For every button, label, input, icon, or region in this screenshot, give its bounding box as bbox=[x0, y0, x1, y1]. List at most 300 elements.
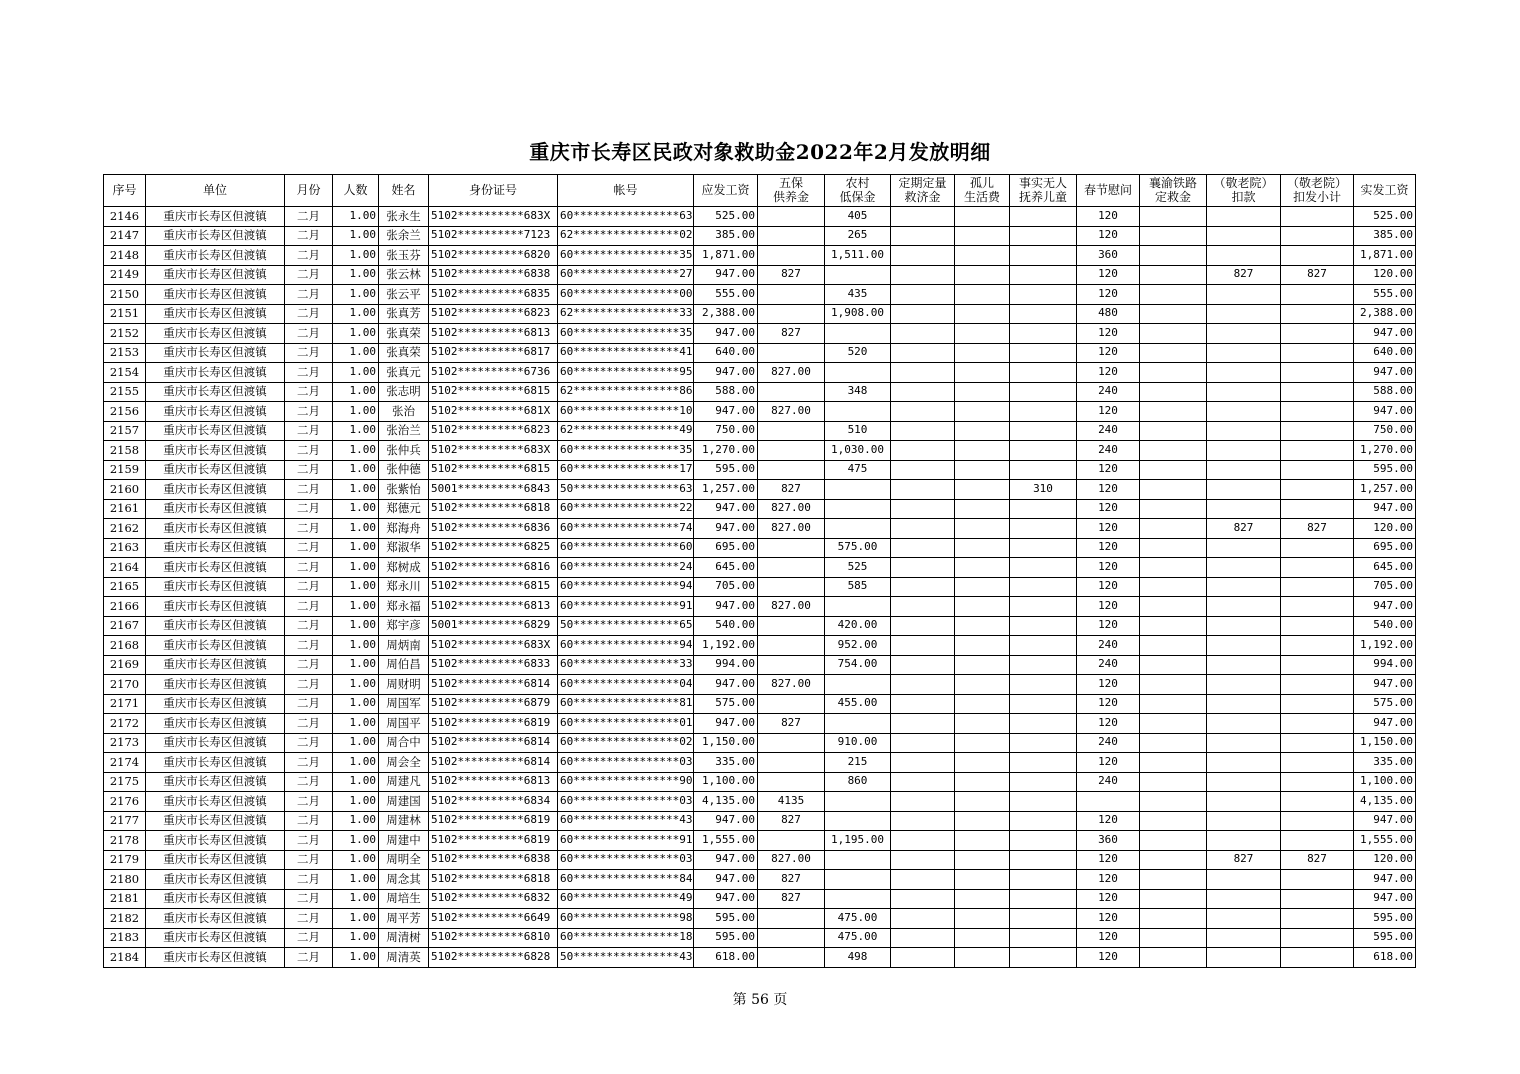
col-month-cell: 二月 bbox=[285, 792, 333, 812]
col-id-number-cell: 5102**********6836 bbox=[429, 519, 558, 539]
col-nursing-home-deduction-cell bbox=[1207, 460, 1281, 480]
col-orphan-living-cell bbox=[955, 577, 1010, 597]
col-unit-cell: 重庆市长寿区但渡镇 bbox=[146, 948, 285, 968]
col-name-cell: 周合中 bbox=[379, 733, 429, 753]
col-net-pay-cell: 540.00 bbox=[1354, 616, 1416, 636]
col-nursing-home-deduction-cell bbox=[1207, 870, 1281, 890]
col-rural-minimum-cell bbox=[825, 870, 891, 890]
col-unit-cell: 重庆市长寿区但渡镇 bbox=[146, 694, 285, 714]
col-name-cell: 张余兰 bbox=[379, 226, 429, 246]
col-spring-festival-cell: 120 bbox=[1077, 889, 1140, 909]
col-rural-minimum-cell bbox=[825, 480, 891, 500]
table-row bbox=[104, 499, 1416, 519]
col-account-cell: 62****************49 bbox=[558, 421, 694, 441]
col-rural-minimum-cell: 455.00 bbox=[825, 694, 891, 714]
col-account-cell: 60****************24 bbox=[558, 558, 694, 578]
col-count-cell: 1.00 bbox=[333, 733, 379, 753]
col-orphan-living-cell bbox=[955, 889, 1010, 909]
col-five-guarantee-cell: 827.00 bbox=[758, 675, 825, 695]
col-count-cell: 1.00 bbox=[333, 636, 379, 656]
col-five-guarantee-cell: 827.00 bbox=[758, 519, 825, 539]
col-name-cell: 周伯昌 bbox=[379, 655, 429, 675]
col-five-guarantee-cell bbox=[758, 909, 825, 929]
col-spring-festival-cell: 240 bbox=[1077, 636, 1140, 656]
col-unit-cell: 重庆市长寿区但渡镇 bbox=[146, 246, 285, 266]
col-payable-cell: 947.00 bbox=[694, 889, 758, 909]
col-de-facto-child-cell bbox=[1010, 772, 1077, 792]
col-nursing-home-subtotal-cell bbox=[1281, 421, 1354, 441]
col-month-cell: 二月 bbox=[285, 889, 333, 909]
col-name-cell: 张真荣 bbox=[379, 343, 429, 363]
col-seq-cell: 2177 bbox=[104, 811, 146, 831]
col-net-pay-cell: 555.00 bbox=[1354, 285, 1416, 305]
col-de-facto-child-cell bbox=[1010, 499, 1077, 519]
col-payable-cell: 555.00 bbox=[694, 285, 758, 305]
col-unit-cell: 重庆市长寿区但渡镇 bbox=[146, 558, 285, 578]
col-nursing-home-deduction-cell bbox=[1207, 382, 1281, 402]
table-row bbox=[104, 655, 1416, 675]
col-spring-festival-cell: 120 bbox=[1077, 558, 1140, 578]
col-month-cell: 二月 bbox=[285, 343, 333, 363]
col-id-number-cell: 5102**********6813 bbox=[429, 597, 558, 617]
col-nursing-home-deduction-cell bbox=[1207, 714, 1281, 734]
col-nursing-home-subtotal-cell bbox=[1281, 402, 1354, 422]
col-fixed-relief-cell bbox=[891, 792, 955, 812]
col-month-cell: 二月 bbox=[285, 811, 333, 831]
col-unit-cell: 重庆市长寿区但渡镇 bbox=[146, 577, 285, 597]
col-railway-relief-cell bbox=[1140, 909, 1207, 929]
col-seq-cell: 2160 bbox=[104, 480, 146, 500]
col-account-cell: 60****************18 bbox=[558, 928, 694, 948]
col-id-number-cell: 5102**********6819 bbox=[429, 714, 558, 734]
col-nursing-home-subtotal-cell bbox=[1281, 811, 1354, 831]
col-nursing-home-deduction-cell: 827 bbox=[1207, 850, 1281, 870]
col-count-cell: 1.00 bbox=[333, 558, 379, 578]
col-fixed-relief-cell bbox=[891, 460, 955, 480]
col-net-pay-cell: 1,100.00 bbox=[1354, 772, 1416, 792]
col-seq-cell: 2172 bbox=[104, 714, 146, 734]
col-seq-cell: 2173 bbox=[104, 733, 146, 753]
col-payable-cell: 595.00 bbox=[694, 928, 758, 948]
col-rural-minimum-cell: 215 bbox=[825, 753, 891, 773]
col-net-pay-cell: 1,871.00 bbox=[1354, 246, 1416, 266]
col-seq-cell: 2147 bbox=[104, 226, 146, 246]
col-nursing-home-subtotal-cell bbox=[1281, 460, 1354, 480]
col-account-cell: 60****************43 bbox=[558, 811, 694, 831]
col-de-facto-child-cell bbox=[1010, 324, 1077, 344]
col-nursing-home-deduction-cell bbox=[1207, 636, 1281, 656]
col-id-number-cell: 5102**********6879 bbox=[429, 694, 558, 714]
col-account-cell: 60****************90 bbox=[558, 772, 694, 792]
col-seq-cell: 2179 bbox=[104, 850, 146, 870]
col-rural-minimum-cell: 520 bbox=[825, 343, 891, 363]
col-de-facto-child-header: 事实无人 抚养儿童 bbox=[1010, 175, 1077, 207]
col-id-number-cell: 5102**********6820 bbox=[429, 246, 558, 266]
col-de-facto-child-cell bbox=[1010, 304, 1077, 324]
col-payable-cell: 4,135.00 bbox=[694, 792, 758, 812]
col-nursing-home-deduction-cell bbox=[1207, 616, 1281, 636]
col-seq-cell: 2181 bbox=[104, 889, 146, 909]
col-unit-cell: 重庆市长寿区但渡镇 bbox=[146, 304, 285, 324]
col-de-facto-child-cell bbox=[1010, 909, 1077, 929]
col-name-cell: 周建凡 bbox=[379, 772, 429, 792]
col-spring-festival-cell: 120 bbox=[1077, 694, 1140, 714]
col-nursing-home-deduction-cell bbox=[1207, 246, 1281, 266]
col-de-facto-child-cell bbox=[1010, 753, 1077, 773]
table-row bbox=[104, 207, 1416, 227]
col-name-cell: 张云林 bbox=[379, 265, 429, 285]
col-rural-minimum-cell: 475.00 bbox=[825, 909, 891, 929]
col-payable-cell: 695.00 bbox=[694, 538, 758, 558]
col-seq-cell: 2184 bbox=[104, 948, 146, 968]
col-railway-relief-cell bbox=[1140, 226, 1207, 246]
col-nursing-home-subtotal-cell bbox=[1281, 499, 1354, 519]
col-railway-relief-cell bbox=[1140, 363, 1207, 383]
col-count-cell: 1.00 bbox=[333, 382, 379, 402]
col-unit-cell: 重庆市长寿区但渡镇 bbox=[146, 382, 285, 402]
col-de-facto-child-cell bbox=[1010, 792, 1077, 812]
col-count-cell: 1.00 bbox=[333, 246, 379, 266]
col-fixed-relief-cell bbox=[891, 850, 955, 870]
col-id-number-cell: 5102**********6817 bbox=[429, 343, 558, 363]
col-nursing-home-deduction-cell bbox=[1207, 831, 1281, 851]
col-payable-cell: 947.00 bbox=[694, 402, 758, 422]
col-spring-festival-cell: 120 bbox=[1077, 909, 1140, 929]
col-orphan-living-cell bbox=[955, 460, 1010, 480]
col-account-cell: 60****************94 bbox=[558, 577, 694, 597]
col-spring-festival-cell: 120 bbox=[1077, 285, 1140, 305]
col-month-cell: 二月 bbox=[285, 285, 333, 305]
col-unit-cell: 重庆市长寿区但渡镇 bbox=[146, 655, 285, 675]
col-spring-festival-cell: 120 bbox=[1077, 850, 1140, 870]
col-five-guarantee-cell bbox=[758, 948, 825, 968]
col-five-guarantee-cell bbox=[758, 577, 825, 597]
col-net-pay-cell: 1,555.00 bbox=[1354, 831, 1416, 851]
col-railway-relief-cell bbox=[1140, 382, 1207, 402]
col-count-cell: 1.00 bbox=[333, 753, 379, 773]
col-account-cell: 60****************35 bbox=[558, 246, 694, 266]
col-nursing-home-deduction-cell bbox=[1207, 441, 1281, 461]
col-account-cell: 62****************02 bbox=[558, 226, 694, 246]
col-nursing-home-deduction-cell bbox=[1207, 207, 1281, 227]
col-spring-festival-cell: 120 bbox=[1077, 714, 1140, 734]
col-payable-cell: 618.00 bbox=[694, 948, 758, 968]
col-month-cell: 二月 bbox=[285, 753, 333, 773]
col-name-cell: 张真芳 bbox=[379, 304, 429, 324]
col-id-number-cell: 5102**********6819 bbox=[429, 831, 558, 851]
col-payable-cell: 947.00 bbox=[694, 597, 758, 617]
col-railway-relief-cell bbox=[1140, 870, 1207, 890]
col-id-number-cell: 5102**********6825 bbox=[429, 538, 558, 558]
col-five-guarantee-cell: 4135 bbox=[758, 792, 825, 812]
col-fixed-relief-cell bbox=[891, 928, 955, 948]
col-nursing-home-deduction-cell bbox=[1207, 753, 1281, 773]
col-payable-cell: 1,871.00 bbox=[694, 246, 758, 266]
col-five-guarantee-cell: 827.00 bbox=[758, 402, 825, 422]
col-five-guarantee-cell bbox=[758, 831, 825, 851]
col-count-cell: 1.00 bbox=[333, 831, 379, 851]
col-rural-minimum-cell: 910.00 bbox=[825, 733, 891, 753]
col-nursing-home-subtotal-cell bbox=[1281, 343, 1354, 363]
col-unit-cell: 重庆市长寿区但渡镇 bbox=[146, 226, 285, 246]
col-payable-cell: 947.00 bbox=[694, 519, 758, 539]
col-account-cell: 60****************02 bbox=[558, 733, 694, 753]
col-railway-relief-cell bbox=[1140, 246, 1207, 266]
col-nursing-home-deduction-cell bbox=[1207, 694, 1281, 714]
col-nursing-home-subtotal-cell: 827 bbox=[1281, 850, 1354, 870]
col-spring-festival-cell: 480 bbox=[1077, 304, 1140, 324]
col-name-cell: 郑淑华 bbox=[379, 538, 429, 558]
col-nursing-home-subtotal-cell bbox=[1281, 246, 1354, 266]
col-nursing-home-subtotal-cell bbox=[1281, 733, 1354, 753]
col-unit-cell: 重庆市长寿区但渡镇 bbox=[146, 207, 285, 227]
col-spring-festival-cell: 120 bbox=[1077, 948, 1140, 968]
col-month-cell: 二月 bbox=[285, 499, 333, 519]
col-fixed-relief-cell bbox=[891, 948, 955, 968]
col-fixed-relief-cell bbox=[891, 733, 955, 753]
table-row bbox=[104, 792, 1416, 812]
col-name-cell: 周炳南 bbox=[379, 636, 429, 656]
col-de-facto-child-cell bbox=[1010, 343, 1077, 363]
col-net-pay-cell: 618.00 bbox=[1354, 948, 1416, 968]
col-count-cell: 1.00 bbox=[333, 694, 379, 714]
table-row bbox=[104, 246, 1416, 266]
col-id-number-cell: 5102**********683X bbox=[429, 207, 558, 227]
col-seq-cell: 2170 bbox=[104, 675, 146, 695]
col-orphan-living-cell bbox=[955, 909, 1010, 929]
col-railway-relief-header: 襄渝铁路 定救金 bbox=[1140, 175, 1207, 207]
col-count-cell: 1.00 bbox=[333, 304, 379, 324]
col-rural-minimum-cell: 1,030.00 bbox=[825, 441, 891, 461]
col-count-cell: 1.00 bbox=[333, 343, 379, 363]
col-id-number-cell: 5102**********6813 bbox=[429, 772, 558, 792]
col-month-cell: 二月 bbox=[285, 577, 333, 597]
col-orphan-living-cell bbox=[955, 597, 1010, 617]
col-fixed-relief-cell bbox=[891, 226, 955, 246]
col-seq-cell: 2182 bbox=[104, 909, 146, 929]
col-account-cell: 60****************10 bbox=[558, 402, 694, 422]
col-five-guarantee-cell bbox=[758, 421, 825, 441]
col-seq-cell: 2153 bbox=[104, 343, 146, 363]
col-railway-relief-cell bbox=[1140, 538, 1207, 558]
col-five-guarantee-cell bbox=[758, 753, 825, 773]
col-spring-festival-cell: 360 bbox=[1077, 246, 1140, 266]
col-fixed-relief-header: 定期定量 救济金 bbox=[891, 175, 955, 207]
col-railway-relief-cell bbox=[1140, 519, 1207, 539]
col-fixed-relief-cell bbox=[891, 811, 955, 831]
col-orphan-living-cell bbox=[955, 265, 1010, 285]
col-unit-cell: 重庆市长寿区但渡镇 bbox=[146, 343, 285, 363]
col-nursing-home-subtotal-cell bbox=[1281, 636, 1354, 656]
col-nursing-home-deduction-cell bbox=[1207, 811, 1281, 831]
col-account-cell: 60****************27 bbox=[558, 265, 694, 285]
table-row bbox=[104, 889, 1416, 909]
col-month-cell: 二月 bbox=[285, 948, 333, 968]
col-nursing-home-deduction-cell: 827 bbox=[1207, 265, 1281, 285]
col-seq-cell: 2157 bbox=[104, 421, 146, 441]
col-seq-cell: 2166 bbox=[104, 597, 146, 617]
table-row bbox=[104, 850, 1416, 870]
col-month-cell: 二月 bbox=[285, 402, 333, 422]
col-seq-cell: 2159 bbox=[104, 460, 146, 480]
col-id-number-cell: 5102**********6823 bbox=[429, 304, 558, 324]
col-de-facto-child-cell bbox=[1010, 928, 1077, 948]
col-count-cell: 1.00 bbox=[333, 655, 379, 675]
col-nursing-home-deduction-cell bbox=[1207, 480, 1281, 500]
col-id-number-cell: 5102**********6814 bbox=[429, 675, 558, 695]
col-account-cell: 60****************03 bbox=[558, 850, 694, 870]
col-five-guarantee-cell: 827 bbox=[758, 324, 825, 344]
col-nursing-home-subtotal-cell bbox=[1281, 675, 1354, 695]
col-account-cell: 60****************03 bbox=[558, 753, 694, 773]
col-nursing-home-subtotal-cell bbox=[1281, 831, 1354, 851]
col-de-facto-child-cell bbox=[1010, 460, 1077, 480]
col-name-cell: 张云平 bbox=[379, 285, 429, 305]
col-orphan-living-cell bbox=[955, 480, 1010, 500]
col-fixed-relief-cell bbox=[891, 343, 955, 363]
col-month-cell: 二月 bbox=[285, 870, 333, 890]
col-nursing-home-subtotal-cell bbox=[1281, 616, 1354, 636]
col-de-facto-child-cell bbox=[1010, 246, 1077, 266]
col-orphan-living-cell bbox=[955, 285, 1010, 305]
col-railway-relief-cell bbox=[1140, 850, 1207, 870]
col-de-facto-child-cell: 310 bbox=[1010, 480, 1077, 500]
col-fixed-relief-cell bbox=[891, 538, 955, 558]
col-count-cell: 1.00 bbox=[333, 324, 379, 344]
col-account-cell: 60****************04 bbox=[558, 675, 694, 695]
col-orphan-living-cell bbox=[955, 363, 1010, 383]
col-unit-cell: 重庆市长寿区但渡镇 bbox=[146, 421, 285, 441]
col-unit-cell: 重庆市长寿区但渡镇 bbox=[146, 324, 285, 344]
col-five-guarantee-cell: 827 bbox=[758, 480, 825, 500]
col-unit-cell: 重庆市长寿区但渡镇 bbox=[146, 831, 285, 851]
col-net-pay-cell: 994.00 bbox=[1354, 655, 1416, 675]
col-railway-relief-cell bbox=[1140, 889, 1207, 909]
col-spring-festival-cell: 240 bbox=[1077, 733, 1140, 753]
col-count-cell: 1.00 bbox=[333, 870, 379, 890]
col-fixed-relief-cell bbox=[891, 675, 955, 695]
col-payable-cell: 994.00 bbox=[694, 655, 758, 675]
col-id-number-cell: 5102**********6818 bbox=[429, 870, 558, 890]
col-id-number-cell: 5102**********6649 bbox=[429, 909, 558, 929]
col-unit-cell: 重庆市长寿区但渡镇 bbox=[146, 636, 285, 656]
col-name-cell: 周会全 bbox=[379, 753, 429, 773]
col-account-cell: 60****************84 bbox=[558, 870, 694, 890]
col-railway-relief-cell bbox=[1140, 421, 1207, 441]
col-spring-festival-cell: 240 bbox=[1077, 421, 1140, 441]
table-row bbox=[104, 714, 1416, 734]
col-month-cell: 二月 bbox=[285, 519, 333, 539]
col-rural-minimum-cell: 1,195.00 bbox=[825, 831, 891, 851]
col-rural-minimum-cell bbox=[825, 714, 891, 734]
col-fixed-relief-cell bbox=[891, 421, 955, 441]
col-rural-minimum-cell: 525 bbox=[825, 558, 891, 578]
col-name-cell: 张永生 bbox=[379, 207, 429, 227]
col-orphan-living-cell bbox=[955, 519, 1010, 539]
col-railway-relief-cell bbox=[1140, 499, 1207, 519]
col-seq-cell: 2161 bbox=[104, 499, 146, 519]
col-de-facto-child-cell bbox=[1010, 597, 1077, 617]
col-de-facto-child-cell bbox=[1010, 889, 1077, 909]
col-fixed-relief-cell bbox=[891, 402, 955, 422]
col-net-pay-cell: 120.00 bbox=[1354, 265, 1416, 285]
col-month-cell: 二月 bbox=[285, 558, 333, 578]
col-seq-cell: 2151 bbox=[104, 304, 146, 324]
col-seq-cell: 2152 bbox=[104, 324, 146, 344]
col-id-number-cell: 5102**********6834 bbox=[429, 792, 558, 812]
col-id-number-cell: 5102**********6815 bbox=[429, 577, 558, 597]
col-fixed-relief-cell bbox=[891, 441, 955, 461]
col-rural-minimum-cell: 475 bbox=[825, 460, 891, 480]
col-month-cell: 二月 bbox=[285, 694, 333, 714]
col-month-cell: 二月 bbox=[285, 421, 333, 441]
col-account-cell: 60****************49 bbox=[558, 889, 694, 909]
col-name-cell: 郑海舟 bbox=[379, 519, 429, 539]
col-orphan-living-cell bbox=[955, 343, 1010, 363]
col-payable-cell: 588.00 bbox=[694, 382, 758, 402]
col-name-header: 姓名 bbox=[379, 175, 429, 207]
table-row bbox=[104, 460, 1416, 480]
col-de-facto-child-cell bbox=[1010, 850, 1077, 870]
col-rural-minimum-cell bbox=[825, 265, 891, 285]
col-count-cell: 1.00 bbox=[333, 811, 379, 831]
table-row bbox=[104, 733, 1416, 753]
col-payable-cell: 1,555.00 bbox=[694, 831, 758, 851]
col-net-pay-cell: 1,270.00 bbox=[1354, 441, 1416, 461]
col-count-cell: 1.00 bbox=[333, 363, 379, 383]
table-row bbox=[104, 285, 1416, 305]
col-de-facto-child-cell bbox=[1010, 733, 1077, 753]
col-nursing-home-deduction-cell bbox=[1207, 577, 1281, 597]
col-railway-relief-cell bbox=[1140, 948, 1207, 968]
col-count-cell: 1.00 bbox=[333, 207, 379, 227]
col-five-guarantee-cell bbox=[758, 772, 825, 792]
col-rural-minimum-cell bbox=[825, 363, 891, 383]
col-rural-minimum-cell: 860 bbox=[825, 772, 891, 792]
col-spring-festival-cell: 120 bbox=[1077, 324, 1140, 344]
col-payable-cell: 947.00 bbox=[694, 363, 758, 383]
col-net-pay-cell: 595.00 bbox=[1354, 909, 1416, 929]
col-month-cell: 二月 bbox=[285, 480, 333, 500]
col-orphan-living-cell bbox=[955, 948, 1010, 968]
col-de-facto-child-cell bbox=[1010, 558, 1077, 578]
col-nursing-home-subtotal-cell bbox=[1281, 480, 1354, 500]
col-five-guarantee-cell bbox=[758, 928, 825, 948]
col-name-cell: 张治兰 bbox=[379, 421, 429, 441]
col-orphan-living-cell bbox=[955, 753, 1010, 773]
col-railway-relief-cell bbox=[1140, 597, 1207, 617]
col-five-guarantee-cell bbox=[758, 343, 825, 363]
col-seq-cell: 2162 bbox=[104, 519, 146, 539]
col-orphan-living-cell bbox=[955, 304, 1010, 324]
col-unit-cell: 重庆市长寿区但渡镇 bbox=[146, 402, 285, 422]
col-payable-cell: 575.00 bbox=[694, 694, 758, 714]
col-payable-cell: 947.00 bbox=[694, 811, 758, 831]
col-payable-cell: 1,150.00 bbox=[694, 733, 758, 753]
col-name-cell: 周清英 bbox=[379, 948, 429, 968]
col-count-cell: 1.00 bbox=[333, 421, 379, 441]
col-net-pay-cell: 4,135.00 bbox=[1354, 792, 1416, 812]
col-name-cell: 张志明 bbox=[379, 382, 429, 402]
document-title: 重庆市长寿区民政对象救助金2022年2月发放明细 bbox=[529, 140, 991, 164]
col-nursing-home-subtotal-cell: 827 bbox=[1281, 265, 1354, 285]
col-nursing-home-subtotal-cell bbox=[1281, 304, 1354, 324]
col-month-cell: 二月 bbox=[285, 441, 333, 461]
col-seq-cell: 2164 bbox=[104, 558, 146, 578]
col-account-cell: 60****************41 bbox=[558, 343, 694, 363]
col-payable-cell: 640.00 bbox=[694, 343, 758, 363]
col-count-cell: 1.00 bbox=[333, 909, 379, 929]
